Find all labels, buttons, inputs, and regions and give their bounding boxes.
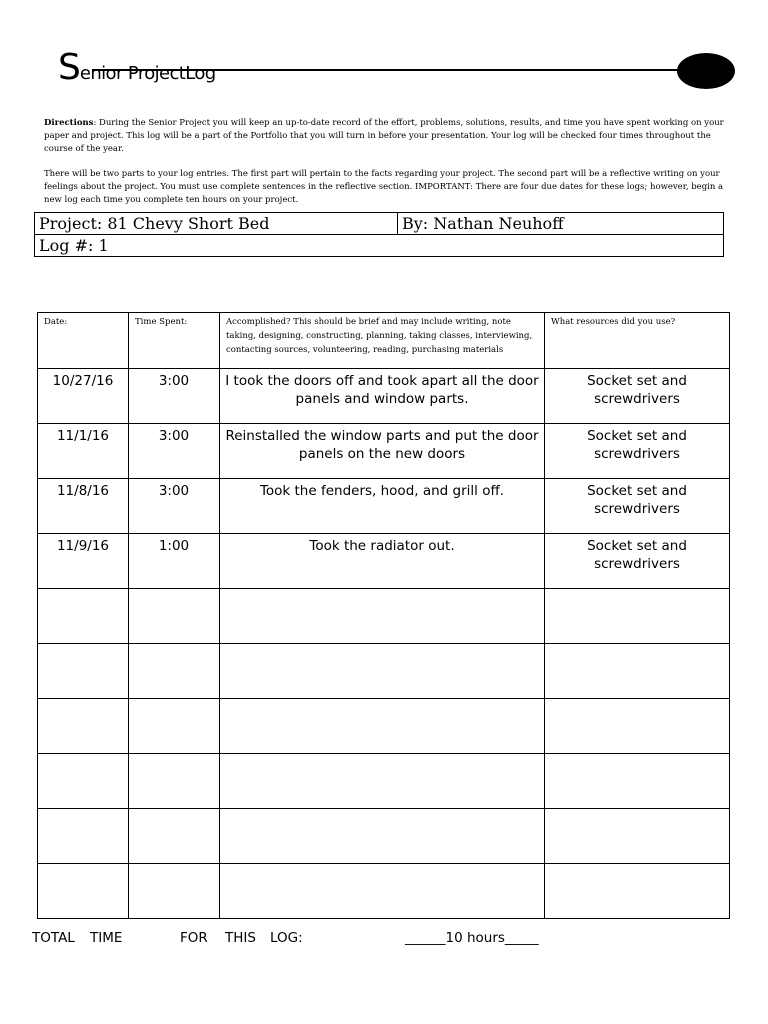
project-name: Project: 81 Chevy Short Bed <box>35 213 398 235</box>
row-time <box>129 864 220 919</box>
row-accomplished: I took the doors off and took apart all the door panels and window parts. <box>220 369 545 424</box>
row-date <box>38 644 129 699</box>
header-time-spent: Time Spent: <box>129 313 220 369</box>
row-date: 11/9/16 <box>38 534 129 589</box>
header-resources: What resources did you use? <box>545 313 730 369</box>
row-accomplished <box>220 644 545 699</box>
row-time: 3:00 <box>129 424 220 479</box>
row-time: 3:00 <box>129 479 220 534</box>
row-resources: Socket set and screwdrivers <box>545 534 730 589</box>
row-time <box>129 644 220 699</box>
table-row <box>38 754 730 809</box>
row-date <box>38 809 129 864</box>
title-rule <box>92 69 686 71</box>
row-accomplished <box>220 809 545 864</box>
table-row <box>38 644 730 699</box>
row-date <box>38 699 129 754</box>
row-time <box>129 809 220 864</box>
project-info-box <box>34 212 724 257</box>
title-rest: enior ProjectLog <box>79 63 216 84</box>
header-date: Date: <box>38 313 129 369</box>
row-resources <box>545 589 730 644</box>
table-row <box>38 809 730 864</box>
table-row <box>38 589 730 644</box>
directions-paragraph-2: There will be two parts to your log entries. The first part will pertain to the facts regarding your project. The second part will be a reflective writing on your feelings about the project. You must use complete sentences in the reflective section. IMPORTANT: There are four due dates for these logs; however, begin a new log each time you complete ten hours on your project. <box>44 169 724 205</box>
row-date <box>38 754 129 809</box>
table-row <box>38 699 730 754</box>
total-word-1: TOTAL <box>32 930 75 946</box>
row-resources <box>545 864 730 919</box>
project-author: By: Nathan Neuhoff <box>398 213 724 235</box>
title-initial: S <box>58 47 80 88</box>
row-date: 10/27/16 <box>38 369 129 424</box>
row-accomplished: Took the fenders, hood, and grill off. <box>220 479 545 534</box>
row-date <box>38 864 129 919</box>
row-time: 3:00 <box>129 369 220 424</box>
row-accomplished: Took the radiator out. <box>220 534 545 589</box>
row-time <box>129 699 220 754</box>
total-word-2: TIME <box>90 930 123 946</box>
table-row <box>38 864 730 919</box>
row-accomplished <box>220 589 545 644</box>
total-word-3: FOR <box>180 930 208 946</box>
row-resources: Socket set and screwdrivers <box>545 479 730 534</box>
row-accomplished <box>220 754 545 809</box>
page-title <box>58 47 216 98</box>
log-table-header <box>38 313 730 369</box>
log-table <box>37 312 730 919</box>
total-hours-value: ______10 hours_____ <box>405 930 539 946</box>
row-time <box>129 589 220 644</box>
row-time: 1:00 <box>129 534 220 589</box>
total-word-5: LOG: <box>270 930 303 946</box>
row-resources <box>545 754 730 809</box>
row-accomplished <box>220 699 545 754</box>
row-date: 11/8/16 <box>38 479 129 534</box>
directions-label: Directions <box>44 118 94 128</box>
row-resources <box>545 644 730 699</box>
total-word-4: THIS <box>225 930 256 946</box>
table-row <box>38 424 730 479</box>
row-accomplished <box>220 864 545 919</box>
row-resources <box>545 699 730 754</box>
row-resources <box>545 809 730 864</box>
header-accomplished: Accomplished? This should be brief and may include writing, note taking, designing, constructing, planning, taking classes, interviewing, contacting sources, volunteering, reading, purchasing materials <box>220 313 545 369</box>
table-row <box>38 534 730 589</box>
row-resources: Socket set and screwdrivers <box>545 424 730 479</box>
row-time <box>129 754 220 809</box>
log-number: Log #: 1 <box>35 235 724 257</box>
table-row <box>38 369 730 424</box>
title-oval-decoration <box>677 53 735 89</box>
directions-section <box>44 117 724 219</box>
row-accomplished: Reinstalled the window parts and put the door panels on the new doors <box>220 424 545 479</box>
row-date: 11/1/16 <box>38 424 129 479</box>
directions-text-1: : During the Senior Project you will keep an up-to-date record of the effort, problems, solutions, results, and time you have spent working on your paper and project. This log will be a part of the Portfolio that you will turn in before your presentation. Your log will be checked four times throughout the course of the year. <box>44 118 724 154</box>
row-resources: Socket set and screwdrivers <box>545 369 730 424</box>
table-row <box>38 479 730 534</box>
row-date <box>38 589 129 644</box>
directions-paragraph-1 <box>44 117 724 156</box>
